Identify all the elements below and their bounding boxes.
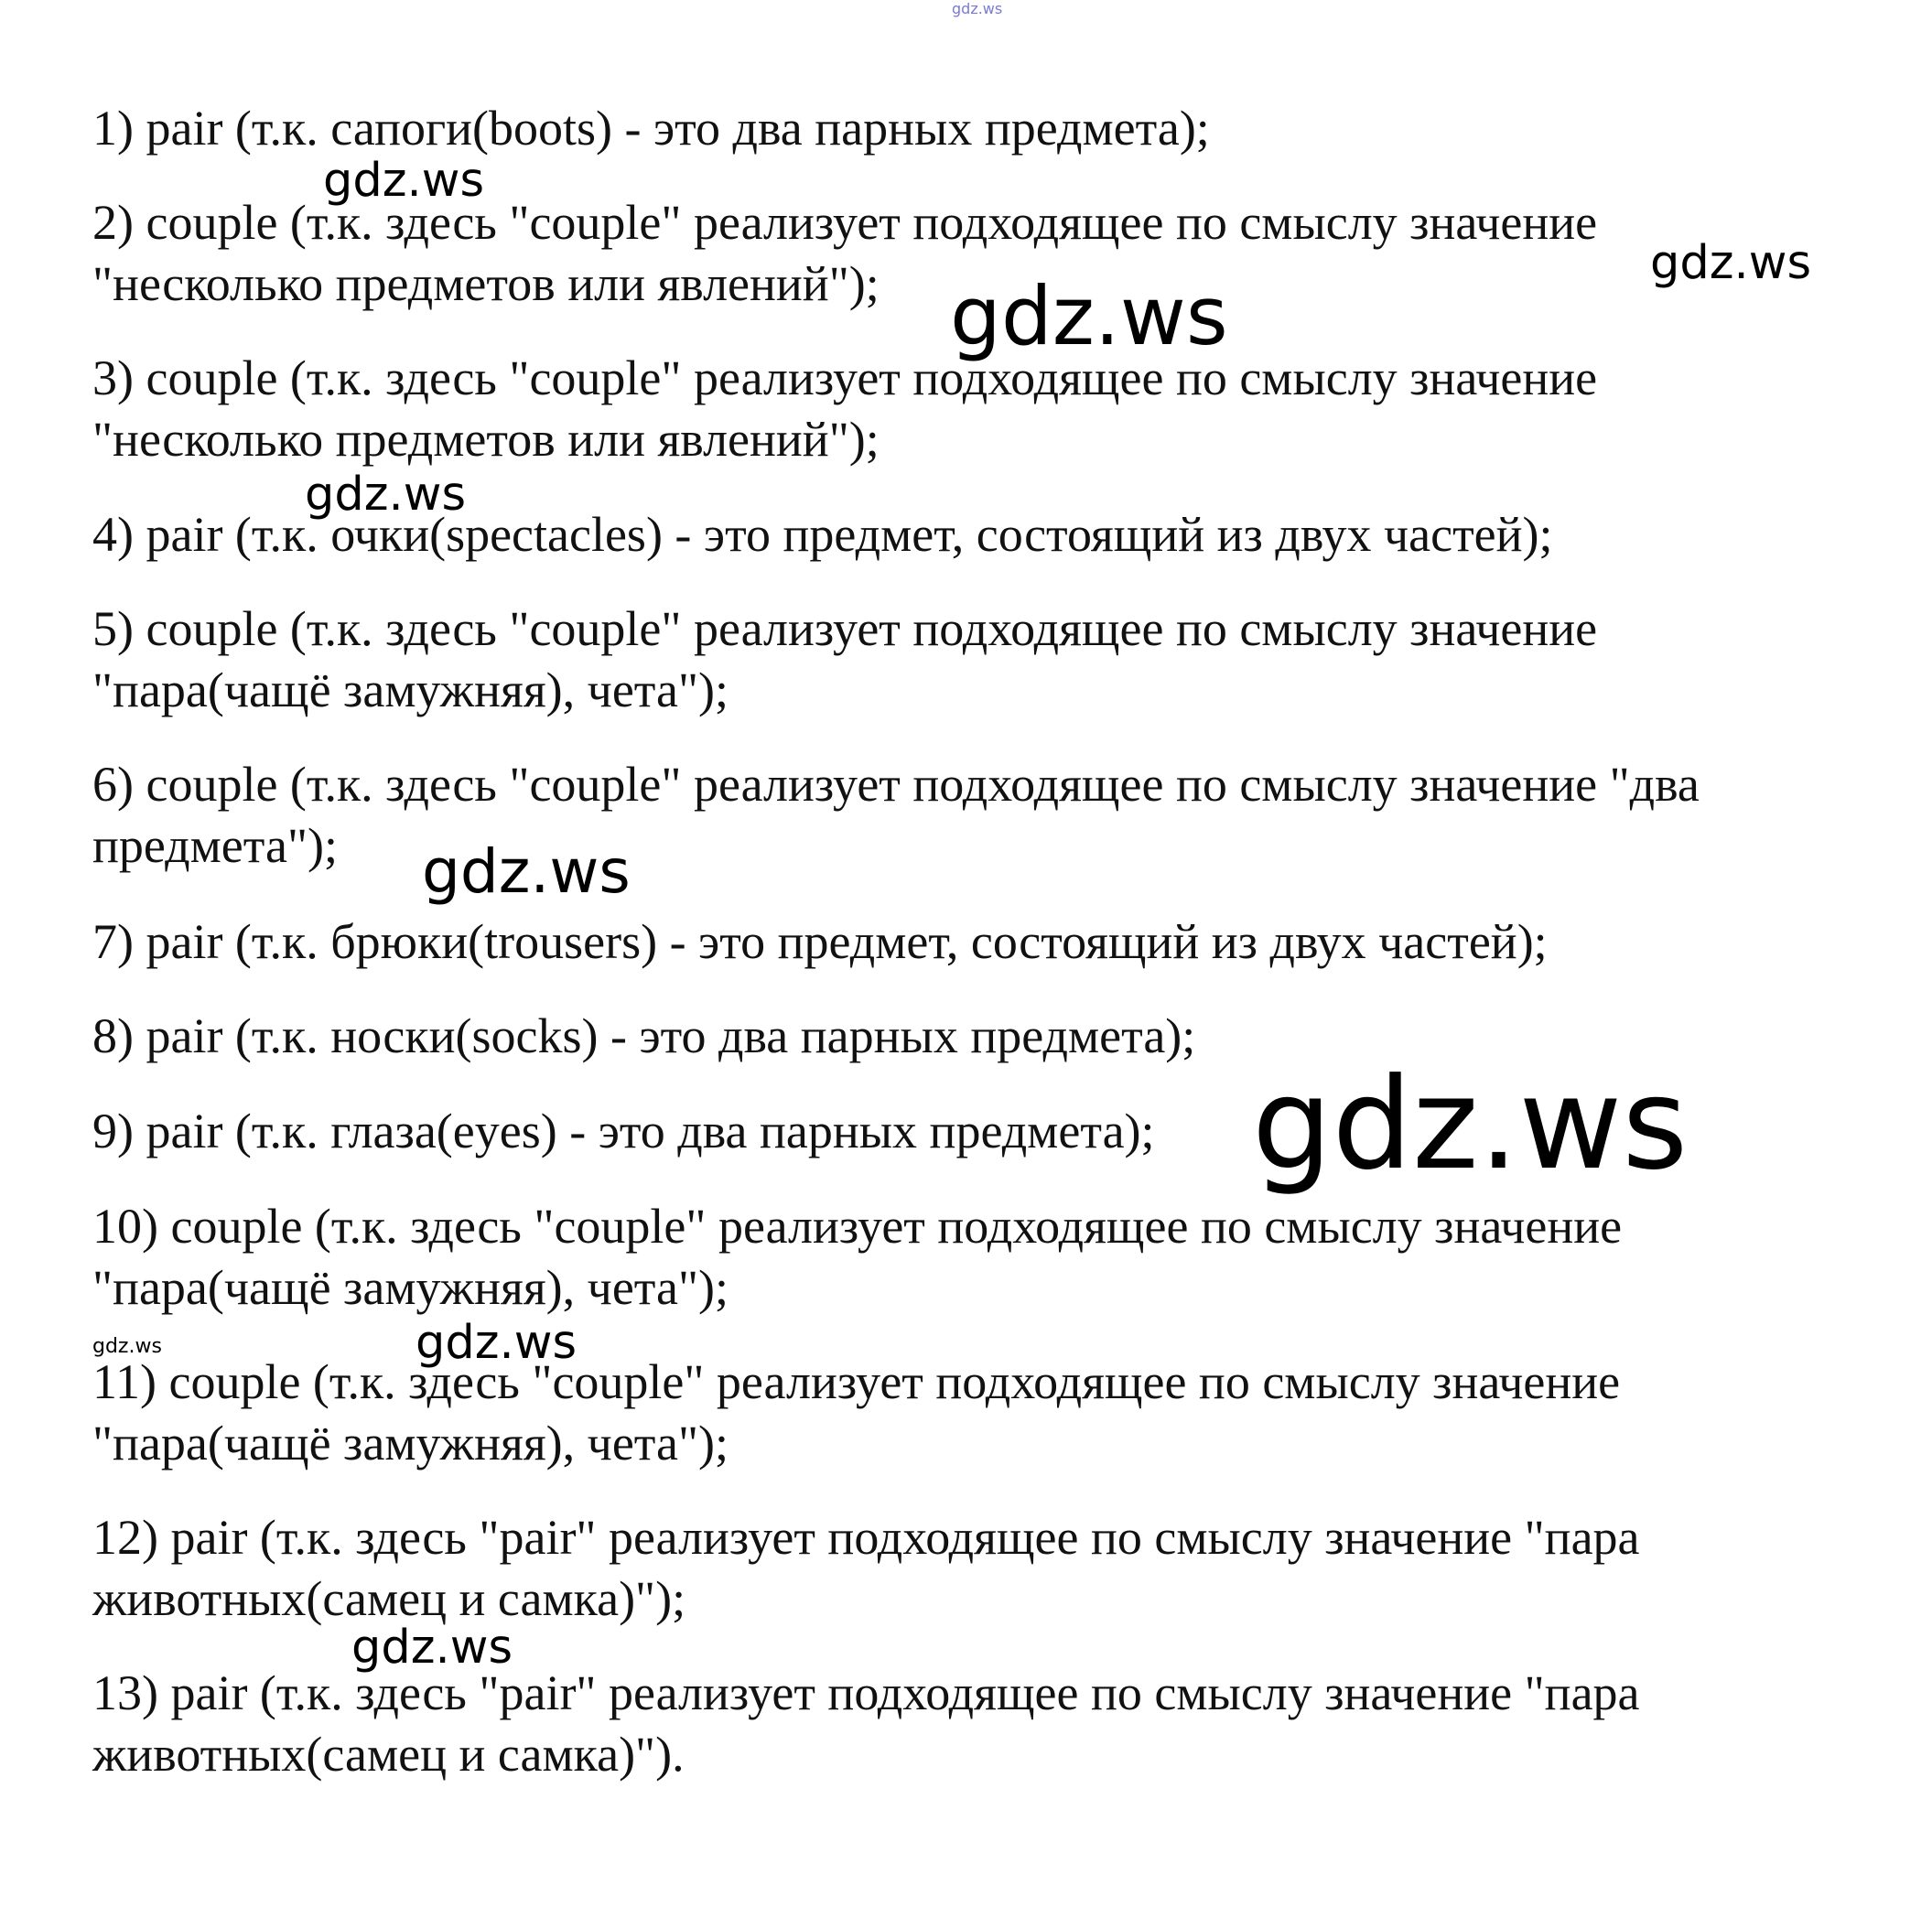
watermark: gdz.ws bbox=[416, 1316, 577, 1370]
answer-6-line-1: 6) couple (т.к. здесь "couple" реализует подходящее по смыслу значение "два bbox=[92, 757, 1700, 812]
watermark: gdz.ws bbox=[1650, 236, 1812, 290]
watermark: gdz.ws bbox=[950, 269, 1228, 363]
answer-4-line-1: 4) pair (т.к. очки(spectacles) - это предмет, состоящий из двух частей); bbox=[92, 507, 1553, 562]
answer-13-line-1: 13) pair (т.к. здесь "pair" реализует подходящее по смыслу значение "пара bbox=[92, 1665, 1640, 1720]
answer-13-line-2: животных(самец и самка)"). bbox=[92, 1727, 685, 1782]
answer-1-line-1: 1) pair (т.к. сапоги(boots) - это два парных предмета); bbox=[92, 101, 1210, 156]
watermark: gdz.ws bbox=[351, 1621, 513, 1675]
watermark: gdz.ws bbox=[305, 468, 467, 522]
answer-7-line-1: 7) pair (т.к. брюки(trousers) - это предмет, состоящий из двух частей); bbox=[92, 914, 1548, 969]
answer-11-line-1: 11) couple (т.к. здесь "couple" реализует подходящее по смыслу значение bbox=[92, 1354, 1621, 1409]
answer-9-line-1: 9) pair (т.к. глаза(eyes) - это два парных предмета); bbox=[92, 1104, 1155, 1158]
answer-6-line-2: предмета"); bbox=[92, 818, 339, 873]
watermark: gdz.ws bbox=[422, 836, 631, 907]
watermark: gdz.ws bbox=[323, 154, 485, 208]
answer-12-line-1: 12) pair (т.к. здесь "pair" реализует подходящее по смыслу значение "пара bbox=[92, 1510, 1640, 1565]
answer-3-line-2: "несколько предметов или явлений"); bbox=[92, 412, 880, 467]
answer-12-line-2: животных(самец и самка)"); bbox=[92, 1571, 686, 1626]
answer-2-line-2: "несколько предметов или явлений"); bbox=[92, 256, 880, 311]
answer-10-line-2: "пара(чащё замужняя), чета"); bbox=[92, 1260, 729, 1315]
answer-5-line-2: "пара(чащё замужняя), чета"); bbox=[92, 663, 729, 717]
answer-2-line-1: 2) couple (т.к. здесь "couple" реализует подходящее по смыслу значение bbox=[92, 195, 1598, 250]
answer-3-line-1: 3) couple (т.к. здесь "couple" реализует подходящее по смыслу значение bbox=[92, 350, 1598, 405]
answer-8-line-1: 8) pair (т.к. носки(socks) - это два парных предмета); bbox=[92, 1008, 1196, 1063]
answer-5-line-1: 5) couple (т.к. здесь "couple" реализует подходящее по смыслу значение bbox=[92, 601, 1598, 656]
answer-11-line-2: "пара(чащё замужняя), чета"); bbox=[92, 1416, 729, 1471]
watermark: gdz.ws bbox=[1252, 1050, 1689, 1198]
watermark: gdz.ws bbox=[92, 1335, 162, 1358]
answer-10-line-1: 10) couple (т.к. здесь "couple" реализует подходящее по смыслу значение bbox=[92, 1199, 1623, 1254]
watermark-top: gdz.ws bbox=[952, 0, 1003, 17]
